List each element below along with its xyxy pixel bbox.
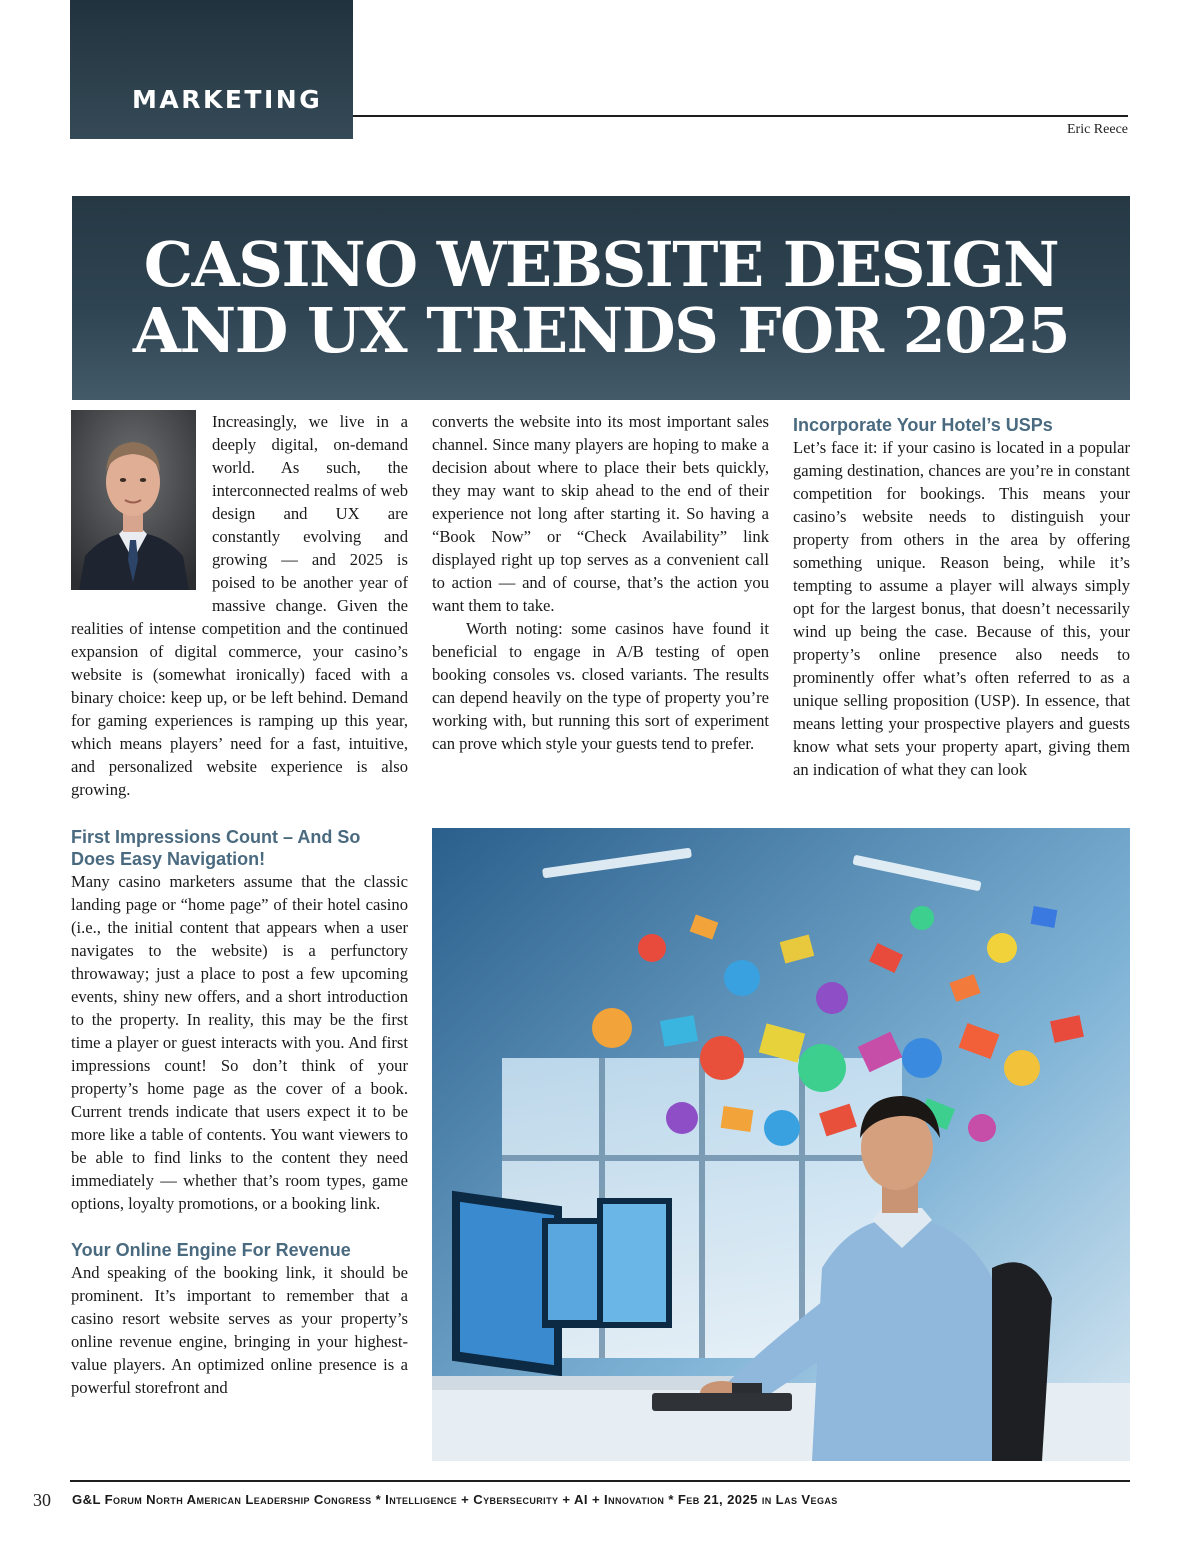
first-impressions-body: Many casino marketers assume that the classic landing page or “home page” of their hotel casino (i.e., the initial content that appears when a user navigates to the website) is a perfunctory throwaway; just a place to post a few upcoming events, shiny new offers, and a short introduction to the property. In reality, this may be the first time a player or guest interacts with you. And first impressions count! So don’t think of your property’s home page as the cover of a book. Current trends indicate that users expect it to be more like a table of contents. You want viewers to be able to find links to the content they need immediately — whether that’s room types, game options, loyalty promotions, or a booking link.: [71, 872, 408, 1213]
online-engine-body: And speaking of the booking link, it should be prominent. It’s important to remember that a casino resort website serves as your property’s online revenue engine, bringing in your highest-value players. An optimized online presence is a powerful storefront and: [71, 1263, 408, 1397]
chair: [992, 1262, 1052, 1461]
heading-usps: Incorporate Your Hotel’s USPs: [793, 415, 1053, 435]
section-tab: [70, 0, 353, 139]
footer-event-line: G&L Forum North American Leadership Congress * Intelligence + Cybersecurity + AI + Innovation * Feb 21, 2025 in Las Vegas: [72, 1492, 838, 1507]
usps-body: Let’s face it: if your casino is located in a popular gaming destination, chances are you’re in constant competition for bookings. This means your casino’s website needs to distinguish your property from others in the area by offering something unique. Reason being, while it’s tempting to assume a player will always simply opt for the largest bonus, that doesn’t necessarily wind up being the case. Because of this, your property’s online presence also needs to prominently offer what’s often referred to as a unique selling proposition (USP). In essence, that means letting your prospective players and guests know what sets your property apart, giving them an indication of what they can look: [793, 438, 1130, 779]
column-2-paragraph-2: Worth noting: some casinos have found it beneficial to engage in A/B testing of open booking consoles vs. closed variants. The results can depend heavily on the type of property you’re working with, but running this sort of experiment can prove which style your guests tend to prefer.: [432, 619, 769, 753]
title-line-1: CASINO WEBSITE DESIGN: [143, 228, 1059, 301]
column-1-lower: [71, 826, 408, 1476]
keyboard: [652, 1393, 792, 1411]
title-banner: [72, 196, 1130, 400]
heading-first-impressions: First Impressions Count – And So Does Easy Navigation!: [71, 827, 361, 869]
column-2: [432, 410, 769, 820]
article-illustration: [432, 828, 1130, 1461]
header-rule: [353, 115, 1128, 117]
heading-online-engine: Your Online Engine For Revenue: [71, 1240, 351, 1260]
column-3: [793, 414, 1130, 814]
intro-paragraph: Increasingly, we live in a deeply digital, on-demand world. As such, the interconnected realms of web design and UX are constantly evolving and growing — and 2025 is poised to be another year of massive change. Given the realities of intense competition and the continued expansion of digital commerce, your casino’s website is (somewhat ironically) faced with a binary choice: keep up, or be left behind. Demand for gaming experiences is ramping up this year, which means players’ need for a fast, intuitive, and personalized website experience is also growing.: [71, 412, 408, 799]
author-name: Eric Reece: [1066, 122, 1128, 137]
article-title: [132, 228, 1070, 367]
footer-rule: [70, 1480, 1130, 1482]
column-2-paragraph-1: converts the website into its most important sales channel. Since many players are hoping to make a decision about where to place their bets quickly, they may want to skip ahead to the end of their experience not long after starting it. So having a “Book Now” or “Check Availability” link displayed right up top serves as a convenient call to action — and of course, that’s the action you want them to take.: [432, 412, 769, 615]
page-number: 30: [33, 1490, 51, 1510]
column-1-intro: [71, 410, 408, 808]
title-line-2: AND UX TRENDS FOR 2025: [132, 294, 1070, 367]
author-photo: [71, 410, 196, 590]
section-label: MARKETING: [132, 85, 323, 114]
